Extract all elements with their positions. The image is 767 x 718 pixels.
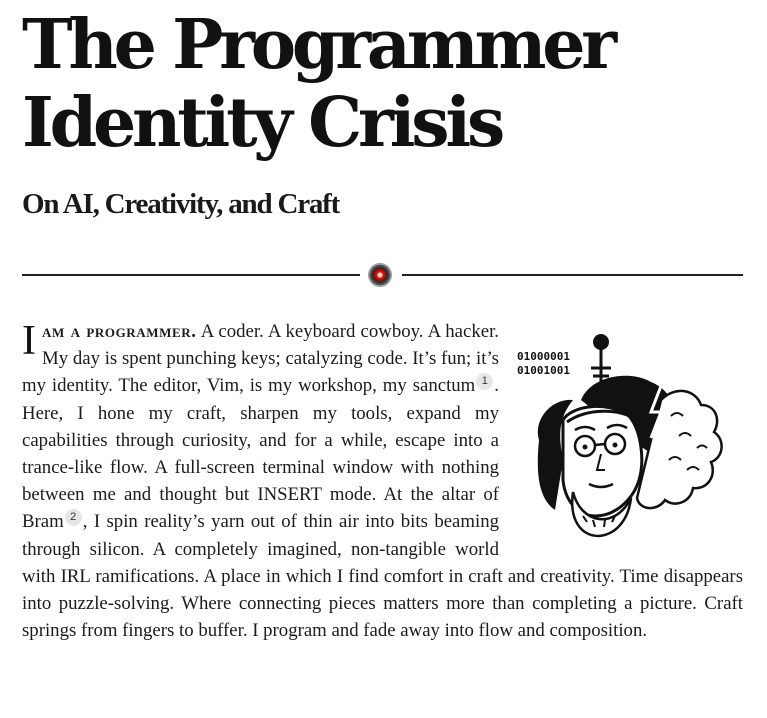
page-title bbox=[22, 0, 743, 162]
title-line-2: Identity Crisis bbox=[22, 83, 502, 163]
footnote-1-link[interactable]: 1 bbox=[476, 373, 493, 390]
binary-text-2: 01001001 bbox=[517, 364, 570, 377]
hal-eye-icon bbox=[369, 264, 391, 286]
article-body bbox=[22, 318, 743, 644]
paragraph-text-3: , I spin reality’s yarn out of thin air into bits beaming through silicon. A completely imagined, non-tangible world with IRL ramifications. A place in which I find comfort in craft and creativity. Time disappears into puzzle-solving. Where connecting pieces matters more than completing a picture. Craft springs from fingers to buffer. I program and fade away into flow and composition. bbox=[22, 511, 743, 642]
drop-cap: I bbox=[22, 318, 36, 364]
paragraph-text-2: . Here, I hone my craft, sharpen my tools, expand my capabilities through curiosity, and for a while, escape into a trance-like flow. A full-screen terminal window with nothing between me and thought but INSERT mode. At the altar of Bram bbox=[22, 375, 499, 533]
lead-in: am a programmer. bbox=[42, 321, 197, 342]
paragraph-text-1: A coder. A keyboard cowboy. A hacker. My day is spent punching keys; catalyzing code. It’s fun; it’s my identity. The editor, Vim, is my workshop, my sanctum bbox=[22, 321, 499, 397]
divider-rule-right bbox=[402, 274, 743, 276]
binary-text-1: 01000001 bbox=[517, 350, 570, 363]
section-divider bbox=[22, 264, 743, 286]
footnote-2-link[interactable]: 2 bbox=[65, 509, 82, 526]
article-page bbox=[22, 0, 743, 642]
divider-rule-left bbox=[22, 274, 360, 276]
programmer-portrait-illustration bbox=[511, 320, 743, 544]
page-subtitle: On AI, Creativity, and Craft bbox=[22, 188, 340, 220]
title-line-1: The Programmer bbox=[22, 5, 613, 85]
